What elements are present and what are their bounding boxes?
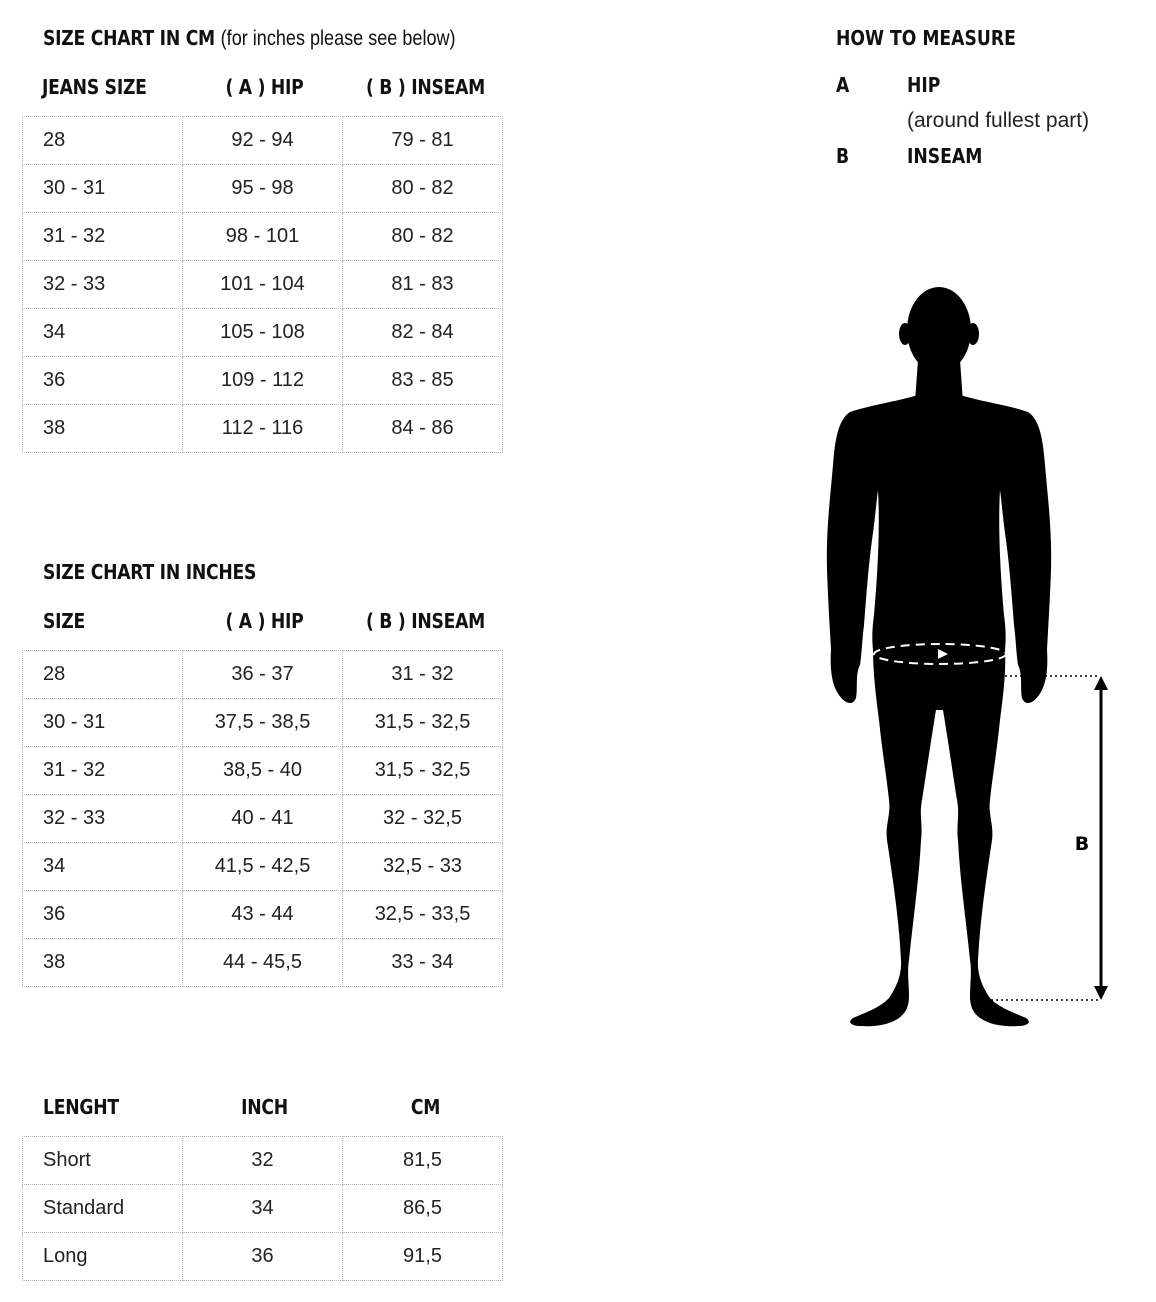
table-cell: 36 bbox=[183, 1233, 343, 1281]
table-cell: 79 - 81 bbox=[343, 117, 503, 165]
table-cell: 37,5 - 38,5 bbox=[183, 699, 343, 747]
table-row bbox=[23, 261, 503, 309]
human-silhouette-icon bbox=[800, 270, 1130, 1040]
table-row bbox=[23, 939, 503, 987]
table-cell: 84 - 86 bbox=[343, 405, 503, 453]
table-cell: Short bbox=[23, 1137, 183, 1185]
table-cell: 41,5 - 42,5 bbox=[183, 843, 343, 891]
table-cell: 32 - 32,5 bbox=[343, 795, 503, 843]
table-cell: 32,5 - 33 bbox=[343, 843, 503, 891]
table-cell: 81 - 83 bbox=[343, 261, 503, 309]
table-row bbox=[23, 891, 503, 939]
table-cell: 98 - 101 bbox=[183, 213, 343, 261]
table-cell: 34 bbox=[23, 309, 183, 357]
table-row bbox=[23, 309, 503, 357]
inch-size-table bbox=[22, 650, 503, 987]
length-header-cm: CM bbox=[410, 1095, 441, 1119]
how-to-measure-title: HOW TO MEASURE bbox=[836, 26, 1016, 50]
table-cell: 92 - 94 bbox=[183, 117, 343, 165]
table-cell: 33 - 34 bbox=[343, 939, 503, 987]
measure-b-label: INSEAM bbox=[907, 144, 983, 168]
table-cell: 80 - 82 bbox=[343, 165, 503, 213]
measure-b-key: B bbox=[836, 144, 850, 168]
table-cell: 109 - 112 bbox=[183, 357, 343, 405]
hip-marker-label: A bbox=[932, 615, 948, 637]
table-row bbox=[23, 651, 503, 699]
table-cell: 31 - 32 bbox=[23, 213, 183, 261]
cm-size-table bbox=[22, 116, 503, 453]
table-row bbox=[23, 165, 503, 213]
table-cell: 80 - 82 bbox=[343, 213, 503, 261]
measure-a-label: HIP bbox=[907, 73, 941, 97]
table-cell: 83 - 85 bbox=[343, 357, 503, 405]
length-header-inch: INCH bbox=[241, 1095, 288, 1119]
table-cell: 30 - 31 bbox=[23, 165, 183, 213]
table-cell: 28 bbox=[23, 651, 183, 699]
length-header-length: LENGHT bbox=[43, 1095, 119, 1119]
table-row bbox=[23, 747, 503, 795]
inch-header-hip: ( A ) HIP bbox=[225, 609, 304, 633]
cm-chart-note: (for inches please see below) bbox=[220, 27, 456, 50]
inch-header-inseam: ( B ) INSEAM bbox=[365, 609, 486, 633]
table-cell: Standard bbox=[23, 1185, 183, 1233]
table-cell: 38 bbox=[23, 939, 183, 987]
table-cell: 40 - 41 bbox=[183, 795, 343, 843]
table-cell: 36 bbox=[23, 891, 183, 939]
table-cell: 43 - 44 bbox=[183, 891, 343, 939]
table-cell: Long bbox=[23, 1233, 183, 1281]
table-row bbox=[23, 699, 503, 747]
table-cell: 31,5 - 32,5 bbox=[343, 747, 503, 795]
table-row bbox=[23, 405, 503, 453]
cm-header-size: JEANS SIZE bbox=[42, 75, 147, 99]
cm-chart-title bbox=[43, 26, 456, 51]
table-cell: 32 bbox=[183, 1137, 343, 1185]
table-cell: 86,5 bbox=[343, 1185, 503, 1233]
inch-header-size: SIZE bbox=[43, 609, 85, 633]
table-cell: 34 bbox=[183, 1185, 343, 1233]
table-cell: 36 bbox=[23, 357, 183, 405]
table-row bbox=[23, 795, 503, 843]
table-row bbox=[23, 843, 503, 891]
cm-header-inseam: ( B ) INSEAM bbox=[365, 75, 486, 99]
measure-a-description: (around fullest part) bbox=[907, 109, 1090, 132]
table-row bbox=[23, 1233, 503, 1281]
table-row bbox=[23, 1185, 503, 1233]
table-cell: 38 bbox=[23, 405, 183, 453]
table-cell: 34 bbox=[23, 843, 183, 891]
table-row bbox=[23, 117, 503, 165]
inch-chart-title: SIZE CHART IN INCHES bbox=[43, 560, 257, 584]
table-cell: 30 - 31 bbox=[23, 699, 183, 747]
table-row bbox=[23, 357, 503, 405]
length-table bbox=[22, 1136, 503, 1281]
cm-chart-title-text: SIZE CHART IN CM bbox=[43, 26, 215, 50]
table-cell: 44 - 45,5 bbox=[183, 939, 343, 987]
table-cell: 91,5 bbox=[343, 1233, 503, 1281]
table-row bbox=[23, 213, 503, 261]
measurement-figure bbox=[800, 270, 1130, 1045]
table-cell: 28 bbox=[23, 117, 183, 165]
table-cell: 38,5 - 40 bbox=[183, 747, 343, 795]
table-cell: 105 - 108 bbox=[183, 309, 343, 357]
table-cell: 82 - 84 bbox=[343, 309, 503, 357]
table-cell: 36 - 37 bbox=[183, 651, 343, 699]
table-cell: 101 - 104 bbox=[183, 261, 343, 309]
table-cell: 31,5 - 32,5 bbox=[343, 699, 503, 747]
inseam-marker-label: B bbox=[1074, 833, 1090, 855]
table-cell: 31 - 32 bbox=[23, 747, 183, 795]
table-cell: 95 - 98 bbox=[183, 165, 343, 213]
measure-a-key: A bbox=[836, 73, 850, 97]
table-cell: 31 - 32 bbox=[343, 651, 503, 699]
table-cell: 32 - 33 bbox=[23, 795, 183, 843]
table-cell: 32,5 - 33,5 bbox=[343, 891, 503, 939]
table-cell: 112 - 116 bbox=[183, 405, 343, 453]
table-row bbox=[23, 1137, 503, 1185]
table-cell: 81,5 bbox=[343, 1137, 503, 1185]
table-cell: 32 - 33 bbox=[23, 261, 183, 309]
cm-header-hip: ( A ) HIP bbox=[225, 75, 304, 99]
